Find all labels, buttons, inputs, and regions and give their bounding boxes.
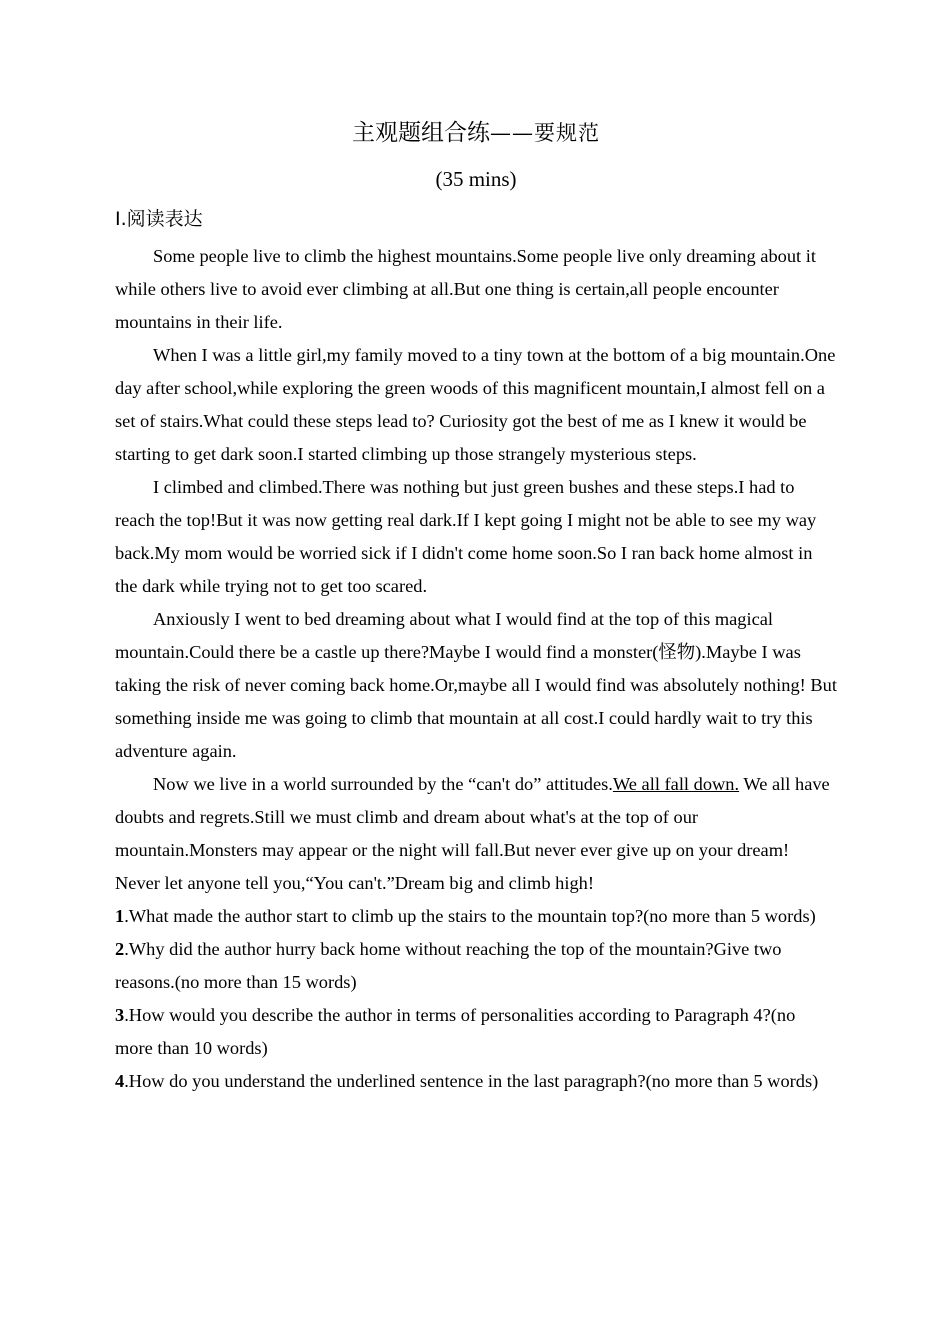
duration-label: (35 mins)	[435, 167, 517, 191]
paragraph-5-before: Now we live in a world surrounded by the “can't do” attitudes.	[153, 774, 613, 794]
section-heading: Ⅰ.阅读表达	[115, 208, 203, 230]
question-4	[115, 1065, 837, 1098]
question-number: 4	[115, 1071, 125, 1091]
paragraph-4: Anxiously I went to bed dreaming about what I would find at the top of this magical mountain.Could there be a castle up there?Maybe I would find a monster(怪物).Maybe I was taking the risk of never coming back home.Or,maybe all I would find was absolutely nothing! But something inside me was going to climb that mountain at all cost.I could hardly wait to try this adventure again.	[115, 609, 837, 761]
question-2	[115, 933, 837, 999]
question-number: 2	[115, 939, 125, 959]
question-text: .How do you understand the underlined sentence in the last paragraph?(no more than 5 words)	[124, 1071, 819, 1091]
paragraph-2: When I was a little girl,my family moved to a tiny town at the bottom of a big mountain.One day after school,while exploring the green woods of this magnificent mountain,I almost fell on a set of stairs.What could these steps lead to? Curiosity got the best of me as I knew it would be starting to get dark soon.I started climbing up those strangely mysterious steps.	[115, 345, 836, 464]
paragraph-3: I climbed and climbed.There was nothing but just green bushes and these steps.I had to reach the top!But it was now getting real dark.If I kept going I might not be able to see my way back.My mom would be worried sick if I didn't come home soon.So I ran back home almost in the dark while trying not to get too scared.	[115, 477, 817, 596]
title-sub: 要规范	[534, 121, 600, 145]
question-text: .What made the author start to climb up the stairs to the mountain top?(no more than 5 words)	[124, 906, 816, 926]
question-text: .How would you describe the author in terms of personalities according to Paragraph 4?(no more than 10 words)	[115, 1005, 796, 1058]
question-text: .Why did the author hurry back home without reaching the top of the mountain?Give two reasons.(no more than 15 words)	[115, 939, 782, 992]
paragraph-5-after: We all have doubts and regrets.Still we must climb and dream about what's at the top of our mountain.Monsters may appear or the night will fall.But never ever give up on your dream! Never let anyone tell you,“You can't.”Dream big and climb high!	[115, 774, 830, 893]
question-3	[115, 999, 837, 1065]
title-dash: ——	[490, 121, 534, 145]
underlined-sentence: We all fall down.	[612, 774, 740, 794]
paragraph-1: Some people live to climb the highest mountains.Some people live only dreaming about it while others live to avoid ever climbing at all.But one thing is certain,all people encounter mountains in their life.	[115, 246, 816, 332]
passage-content	[115, 240, 837, 1098]
question-1	[115, 900, 837, 933]
paragraph-5	[115, 768, 837, 900]
question-number: 3	[115, 1005, 125, 1025]
page-title	[115, 118, 837, 148]
title-main: 主观题组合练	[352, 120, 490, 146]
question-number: 1	[115, 906, 125, 926]
